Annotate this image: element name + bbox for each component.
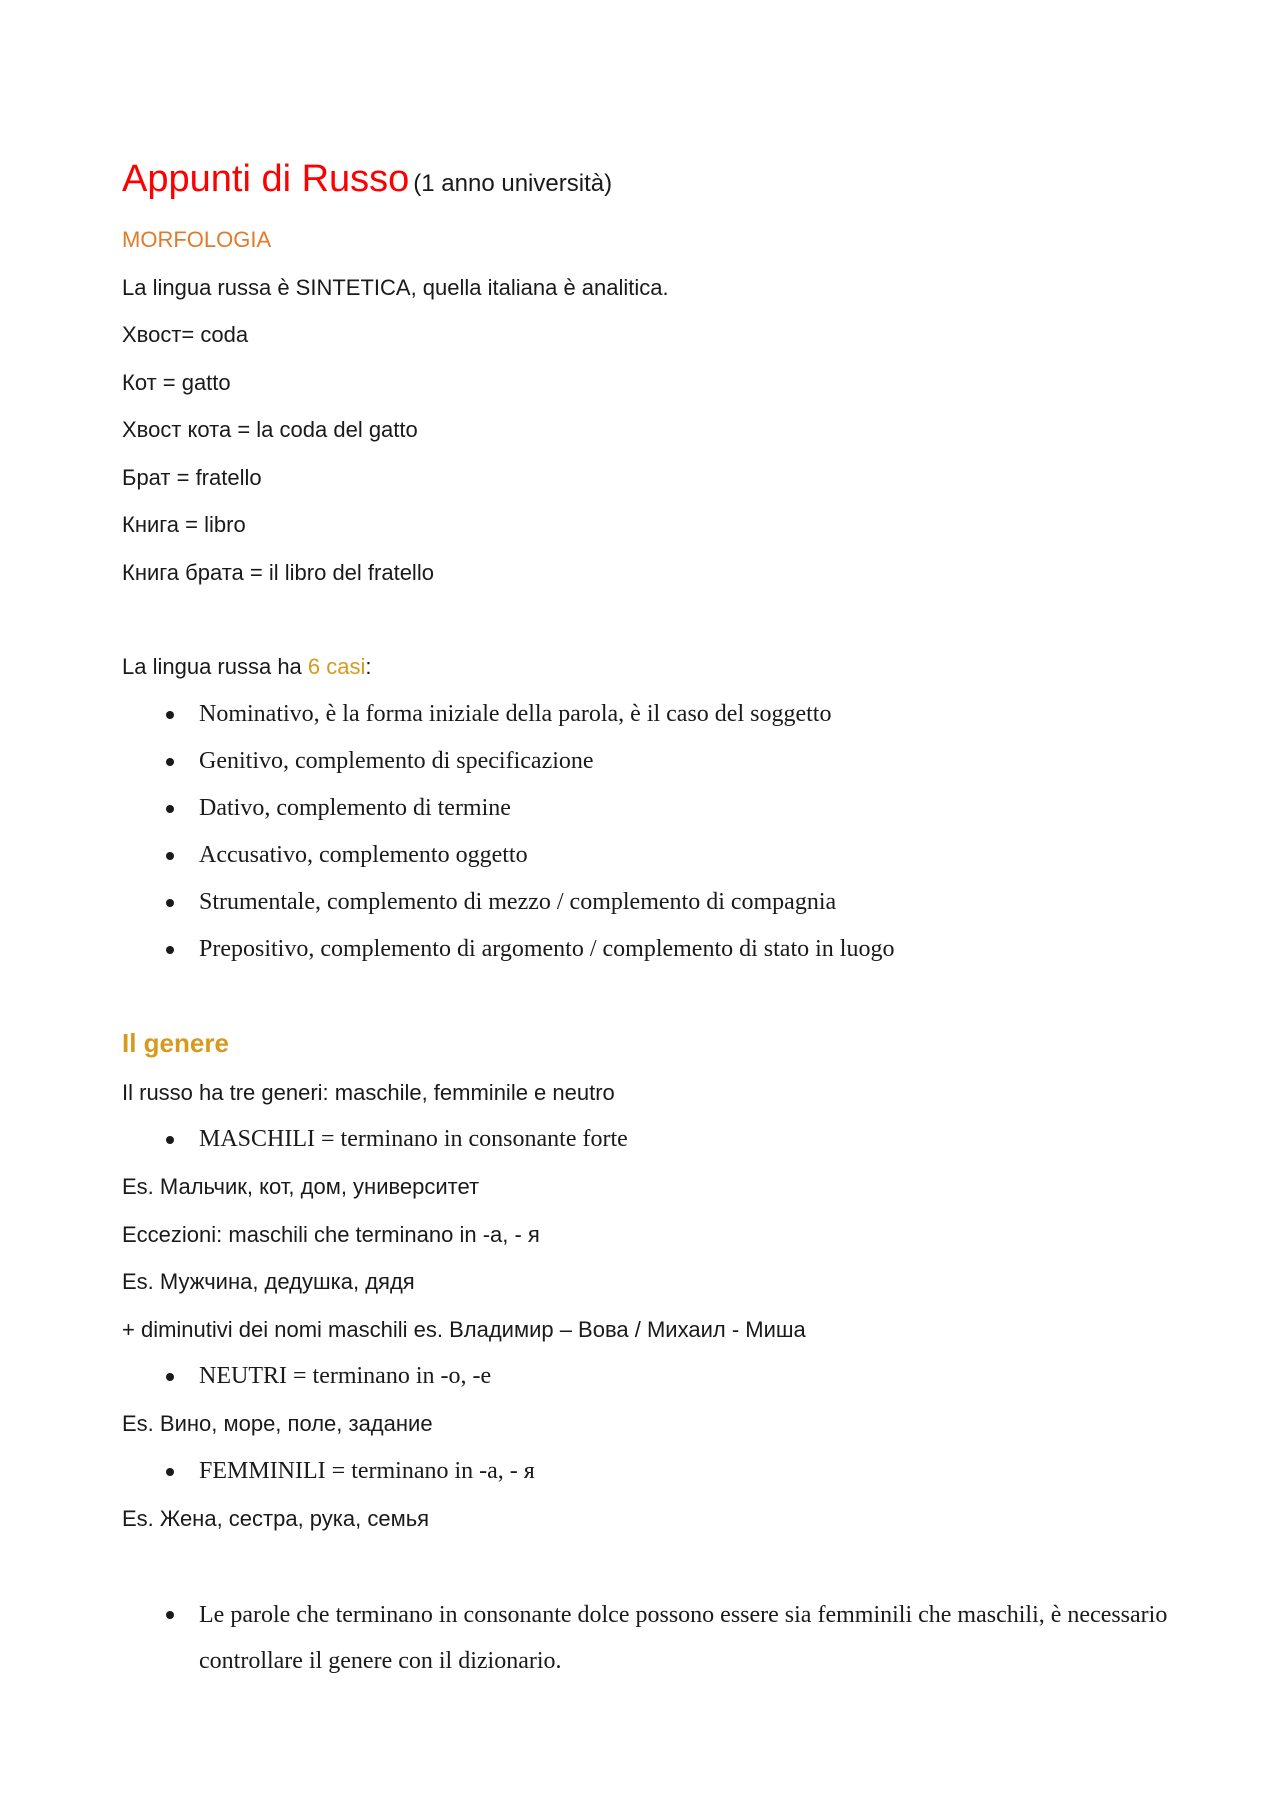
- list-item-text: Dativo, complemento di termine: [199, 794, 511, 821]
- femminili-list: [122, 1448, 1172, 1495]
- intro-line: Хвост кота = la coda del gatto: [122, 417, 418, 442]
- spacer: [122, 1542, 1172, 1592]
- intro-line: La lingua russa è SINTETICA, quella italiana è analitica.: [122, 274, 669, 300]
- bullet-icon: [166, 758, 174, 766]
- intro-line: Книга брата = il libro del fratello: [122, 559, 434, 585]
- bullet-icon: [166, 899, 174, 907]
- list-item: [122, 738, 1172, 785]
- list-item: [122, 785, 1172, 832]
- cases-intro: [122, 643, 1172, 691]
- list-item: [122, 879, 1172, 926]
- maschili-line: Es. Мальчик, кот, дом, университет: [122, 1174, 480, 1199]
- bullet-icon: [166, 946, 174, 954]
- cases-intro-before: La lingua russa ha: [122, 654, 308, 679]
- intro-line: Книга = libro: [122, 512, 246, 537]
- list-item-text: NEUTRI = terminano in -o, -e: [199, 1363, 492, 1389]
- title-main: Appunti di Russo: [122, 158, 410, 200]
- spacer: [122, 596, 1172, 643]
- bullet-icon: [166, 1136, 174, 1144]
- femminili-line: Es. Жена, сестра, рука, семья: [122, 1505, 430, 1531]
- maschili-line: + diminutivi dei nomi maschili es. Владимир – Вова / Михаил - Миша: [122, 1316, 806, 1342]
- document-page: [122, 150, 1172, 1684]
- list-item: [122, 926, 1172, 973]
- spacer: [122, 973, 1172, 1017]
- list-item-text: Strumentale, complemento di mezzo / complemento di compagnia: [199, 888, 837, 915]
- maschili-line: Eccezioni: maschili che terminano in -a, - я: [122, 1221, 540, 1247]
- list-item: [122, 691, 1172, 738]
- genere-intro: Il russo ha tre generi: maschile, femminile e neutro: [122, 1079, 615, 1105]
- bullet-icon: [166, 1611, 174, 1619]
- list-item: [122, 1116, 1172, 1163]
- cases-intro-after: :: [365, 654, 372, 679]
- note-list: [122, 1592, 1172, 1684]
- bullet-icon: [166, 852, 174, 860]
- list-item: [122, 1592, 1172, 1684]
- list-item-text: Genitivo, complemento di specificazione: [199, 747, 594, 774]
- list-item-text: FEMMINILI = terminano in -a, - я: [199, 1457, 535, 1484]
- neutri-list: [122, 1353, 1172, 1400]
- list-item: [122, 832, 1172, 879]
- bullet-icon: [166, 711, 174, 719]
- list-item-text: Accusativo, complemento oggetto: [199, 841, 528, 868]
- maschili-line: Es. Мужчина, дедушка, дядя: [122, 1269, 415, 1294]
- cases-list: [122, 691, 1172, 973]
- document-title: [122, 150, 1172, 216]
- neutri-line: Es. Вино, море, поле, задание: [122, 1411, 433, 1436]
- list-item-text: Nominativo, è la forma iniziale della parola, è il caso del soggetto: [199, 700, 832, 727]
- maschili-list: [122, 1116, 1172, 1163]
- list-item-text: Prepositivo, complemento di argomento / complemento di stato in luogo: [199, 935, 895, 962]
- list-item: [122, 1448, 1172, 1495]
- bullet-icon: [166, 1468, 174, 1476]
- intro-line: Брат = fratello: [122, 464, 262, 490]
- list-item-text: MASCHILI = terminano in consonante forte: [199, 1126, 628, 1152]
- title-subtitle: (1 anno università): [413, 170, 613, 197]
- intro-line: Хвост= coda: [122, 322, 249, 347]
- bullet-icon: [166, 805, 174, 813]
- list-item: [122, 1353, 1172, 1400]
- section-label: MORFOLOGIA: [122, 227, 272, 252]
- genere-heading: Il genere: [122, 1027, 229, 1058]
- list-item-text: Le parole che terminano in consonante dolce possono essere sia femminili che maschili, è necessario controllare il genere con il dizionario.: [199, 1602, 1168, 1674]
- cases-intro-highlight: 6 casi: [307, 654, 366, 679]
- bullet-icon: [166, 1373, 174, 1381]
- intro-line: Кот = gatto: [122, 369, 231, 395]
